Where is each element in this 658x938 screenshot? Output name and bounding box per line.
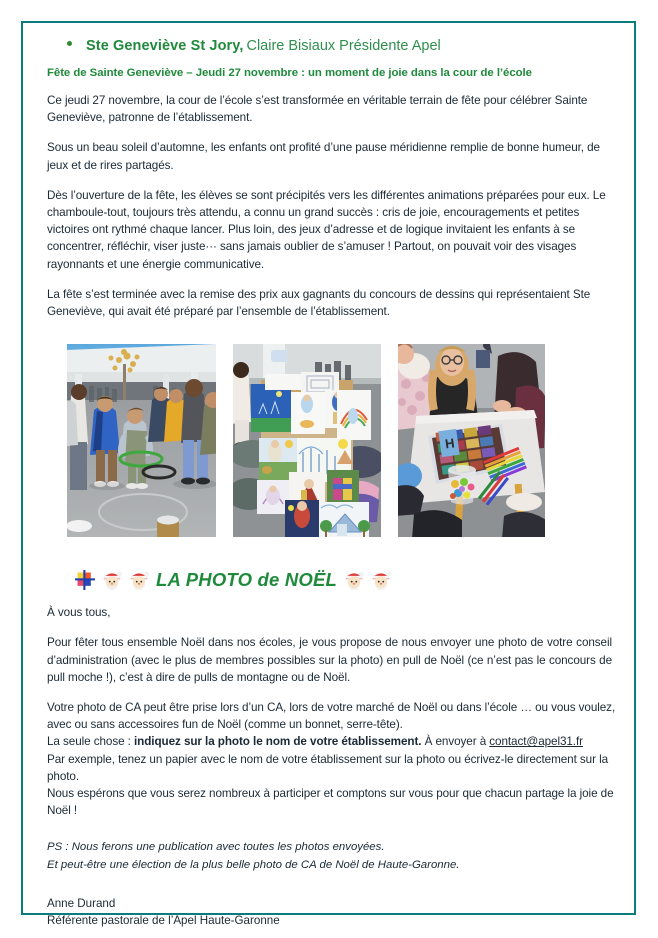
bullet-point-icon (67, 41, 72, 46)
santa-face-emoji (344, 570, 364, 590)
article-paragraph-2: Sous un beau soleil d’automne, les enfants ont profité d’une pause méridienne remplie de bonne humeur, de jeux et de rires partagés. (47, 141, 600, 172)
photo-drawings-board (233, 344, 381, 537)
santa-face-emoji (371, 570, 391, 590)
article-paragraph-4: La fête s’est terminée avec la remise des prix aux gagnants du concours de dessins qui représentaient Ste Geneviève, qui avait été préparé par l’ensemble de l’établissement. (47, 287, 591, 319)
noel-heading-text: LA PHOTO de NOËL (156, 569, 338, 591)
sparkle-cross-emoji (75, 570, 95, 590)
school-name: Ste Geneviève St Jory, (86, 38, 244, 54)
signature (47, 895, 618, 930)
photo-schoolyard-game-image (67, 344, 216, 537)
noel-intro-paragraph: Pour fêter tous ensemble Noël dans nos écoles, je vous propose de nous envoyer une photo de votre conseil d’administration (avec le plus de membres possibles sur la photo) en pull de Noël (ce n’est pas le concours de pull moche !), c’est à dire de pulls de montagne ou de Noël. (47, 636, 612, 684)
instruction-line-5: photo. (47, 769, 80, 783)
photo-drawings-board-image (233, 344, 381, 537)
svg-text:H: H (444, 435, 456, 452)
article-paragraph-1: Ce jeudi 27 novembre, la cour de l’école s’est transformée en véritable terrain de fête pour célébrer Sainte Geneviève, patronne de l’établissement. (47, 94, 588, 125)
santa-face-emoji (102, 570, 122, 590)
instruction-line-7: Noël ! (47, 804, 78, 818)
photo-table-activity-image (398, 344, 545, 537)
instruction-line-6: Nous espérons que vous serez nombreux à participer et comptons sur vous pour que chacun partage la joie de (47, 787, 614, 801)
signature-role: Référente pastorale de l’Apel Haute-Garonne (47, 914, 280, 928)
instruction-line-2: avec ou sans accessoires fun de Noël (comme un bonnet, serre-tête). (47, 718, 403, 732)
instruction-line-3 (47, 733, 618, 750)
author-name: Claire Bisiaux Présidente Apel (246, 38, 441, 54)
postscript-line-2: Et peut-être une élection de la plus belle photo de CA de Noël de Haute-Garonne. (47, 858, 460, 871)
page-content (23, 23, 634, 928)
postscript (47, 839, 618, 873)
postscript-line-1: PS : Nous ferons une publication avec toutes les photos envoyées. (47, 841, 385, 854)
photo-schoolyard-game (67, 344, 216, 537)
noel-salutation: À vous tous, (47, 606, 111, 620)
santa-face-emoji (129, 570, 149, 590)
noel-photo-heading (75, 569, 618, 591)
instruction-line-3-pre: La seule chose : (47, 735, 135, 749)
instruction-line-4: Par exemple, tenez un papier avec le nom de votre établissement sur la photo ou écrivez-le directement sur la (47, 752, 609, 766)
instruction-line-1: Votre photo de CA peut être prise lors d’un CA, lors de votre marché de Noël ou dans l’école … ou vous voulez, (47, 701, 616, 715)
document-page (21, 21, 636, 928)
instruction-emphasis: indiquez sur la photo le nom de votre établissement. (134, 735, 422, 749)
article-subtitle: Fête de Sainte Geneviève – Jeudi 27 novembre : un moment de joie dans la cour de l’école (47, 67, 532, 79)
contact-email-link[interactable]: contact@apel31.fr (489, 735, 583, 749)
photo-gallery (67, 344, 618, 537)
noel-instructions (47, 699, 618, 819)
photo-table-activity (398, 344, 545, 537)
article-paragraph-3: Dès l’ouverture de la fête, les élèves se sont précipités vers les différentes animations préparées pour eux. Le chamboule-tout, toujours très attendu, a connu un grand succès : cris de joie, encouragements et petites victoires ont rythmé chaque lancer. Plus loin, des jeux d’adresse et de logique invitaient les enfants à se concentrer, réfléchir, viser juste··· sans jamais oublier de s’amuser ! Partout, on pouvait voir des visages rayonnants et une énergie communicative. (47, 188, 606, 271)
signature-name: Anne Durand (47, 896, 116, 910)
instruction-line-3-mid: À envoyer à (421, 735, 490, 749)
article-bullet-title (67, 38, 618, 54)
